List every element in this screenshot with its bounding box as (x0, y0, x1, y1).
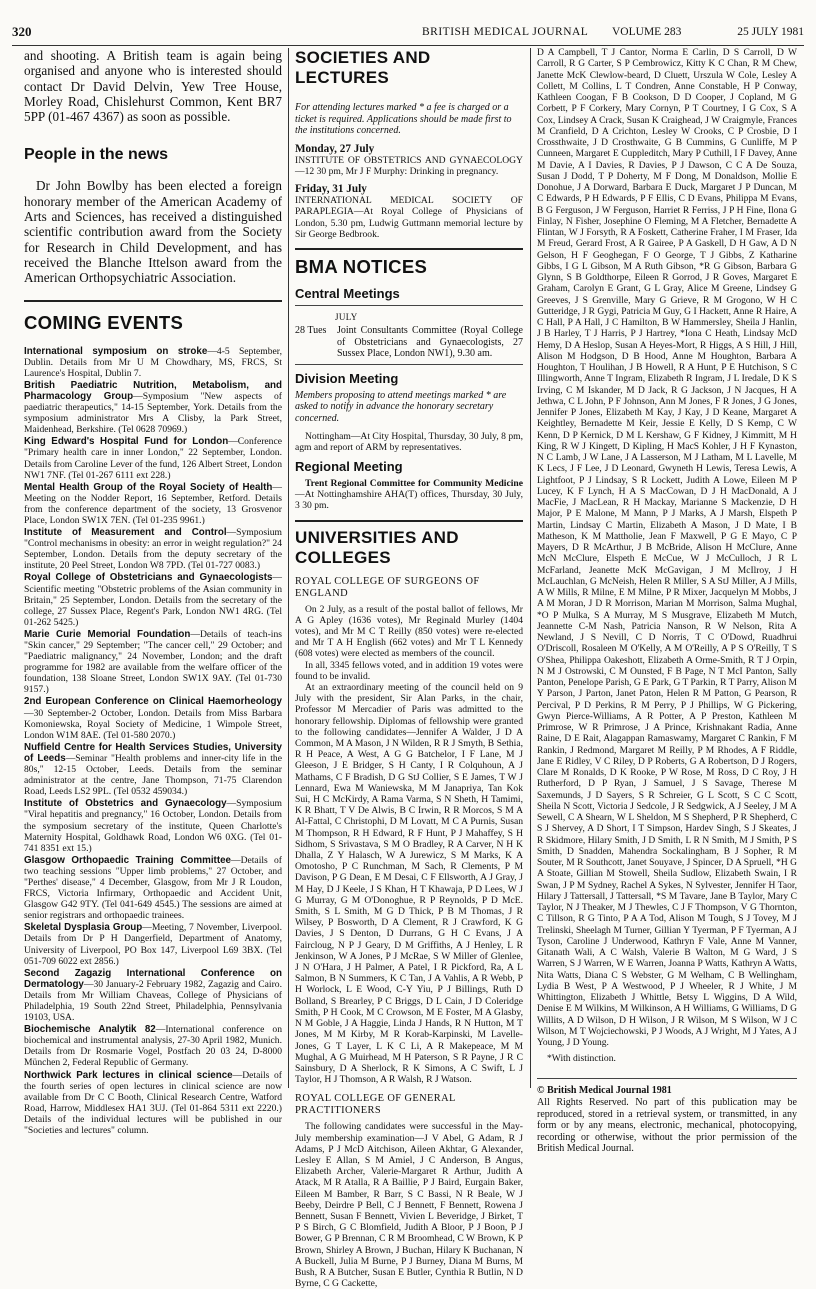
people-heading: People in the news (24, 146, 169, 164)
event-item: International symposium on stroke—4-5 September, Dublin. Details from Mr U M Chowdhary, MS, FRCS, St Laurence's Hospital, Dublin 7. (24, 345, 282, 379)
column-right (537, 48, 797, 1155)
lecture-entry: INSTITUTE OF OBSTETRICS AND GYNAECOLOGY—12 30 pm, Mr J F Murphy: Drinking in pregnancy. (295, 154, 523, 177)
event-item: Biochemische Analytik 82—International conference on biochemical and instrumental analysis, 27-30 April 1982, Munich. Details from Dr Rosmarie Vogel, Postfach 20 03 24, D-8000 München 2, Federal Republic of Germany. (24, 1024, 282, 1069)
division-note: Members proposing to attend meetings marked * are asked to notify in advance the honorary secretary concerned. (295, 389, 507, 424)
issue-date: 25 JULY 1981 (737, 26, 804, 38)
column-middle (295, 48, 523, 1289)
event-item: Northwick Park lectures in clinical science—Details of the fourth series of open lectures in clinical science are now available from Dr C C Booth, Clinical Research Centre, Watford Road, Harrow, Middlesex HA1 3UJ. (Tel 01-864 5311 ext 2220.) Details of the individual lectures will be published in our "Societies and lectures" column. (24, 1069, 282, 1137)
event-item: Glasgow Orthopaedic Training Committee—Details of two teaching sessions "Upper limb problems," 27 October, and "Perthes' disease," 4 December, Glasgow, from Mr J R Loudon, FRCS, Victoria Infirmary, Orthopaedic and Accident Unit, Glasgow G42 9TY. (Tel 041-649 4545.) The sessions are aimed at senior registrars and orthopaedic trainees. (24, 854, 282, 922)
event-item: King Edward's Hospital Fund for London—Conference "Primary health care in inner London," 22 September, London. Details from Caroline Lever of the fund, 126 Albert Street, London NW1 7NF. (Tel 01-267 6111 ext 228.) (24, 436, 282, 481)
event-item: Royal College of Obstetricians and Gynaecologists—Scientific meeting "Obstetric problems of the Asian community in Britain," 25 September, London. Details from the secretary of the college, 27 Sussex Place, Regent's Park, London NW1 4RG. (Tel 01-262 5425.) (24, 572, 282, 628)
rcs-paragraph: In all, 3345 fellows voted, and in addition 19 votes were found to be invalid. (295, 659, 523, 682)
column-divider (288, 48, 289, 1088)
central-meeting-row (295, 325, 523, 360)
event-item: Nuffield Centre for Health Services Studies, University of Leeds—Seminar "Health problems and inner-city life in the 80s," 12-15 October, Leeds. Details from the seminar administrator at the centre, Jane Thompson, 71-75 Clarendon Road, Leeds LS2 9PL. (Tel 0532 459034.) (24, 741, 282, 798)
intro-paragraph: and shooting. A British team is again being organised and anyone who is interested should contact Dr David Delvin, Yew Tree House, Morley Road, Chislehurst Common, Kent BR7 5PP (01-467 4367) as soon as possible. (24, 48, 282, 125)
copyright-notice: All Rights Reserved. No part of this publication may be reproduced, stored in a retrieval system, or transmitted, in any form or by any means, electronic, mechanical, photocopying, recording or otherwise, without the prior permission of the British Medical Journal. (537, 1097, 797, 1155)
universities-heading: UNIVERSITIES AND COLLEGES (295, 527, 459, 567)
column-divider (530, 48, 531, 1088)
journal-title: BRITISH MEDICAL JOURNAL (422, 26, 589, 38)
meeting-date: 28 Tues (295, 325, 327, 336)
rcs-paragraph: On 2 July, as a result of the postal ballot of fellows, Mr A G Apley (1636 votes), Mr Reginald Murley (1404 votes), and Mr M C T Reilly (850 votes) were re-elected and Mr T A H English (662 votes) and Mr T L Kennedy (608 votes) were elected as members of the council. (295, 603, 523, 660)
events-list (24, 346, 282, 1137)
header-rule (12, 45, 804, 46)
table-rule (295, 305, 523, 306)
societies-note: For attending lectures marked * a fee is charged or a ticket is required. Applications should be made first to the institutions concerned. (295, 102, 512, 137)
lecture-entry: INTERNATIONAL MEDICAL SOCIETY OF PARAPLEGIA—At Royal College of Physicians of London, 5.30 pm, Ludwig Guttmann memorial lecture by Sir George Bedbrook. (295, 195, 523, 240)
division-meeting-heading: Division Meeting (295, 370, 399, 386)
event-item: Marie Curie Memorial Foundation—Details of teach-ins "Skin cancer," 29 September; "The cancer cell," 29 October; and "Paediatric malignancy," 24 November, London; and the draft programme for 1982 are available from the welfare officer of the foundation, 138 Sloane Street, London SW1X 9AY. (Tel 01-730 9157.) (24, 628, 282, 696)
month-label: JULY (335, 312, 358, 322)
event-item: Institute of Obstetrics and Gynaecology—Symposium "Viral hepatitis and pregnancy," 16 October, London. Details from the symposium secretary of the institute, Queen Charlotte's Maternity Hospital, Goldhawk Road, London W6 0XG. (Tel 01-741 8351 ext 15.) (24, 798, 282, 854)
regional-meeting-heading: Regional Meeting (295, 458, 403, 474)
copyright-line: © British Medical Journal 1981 (537, 1085, 672, 1097)
page-number: 320 (12, 24, 32, 39)
societies-heading: SOCIETIES AND LECTURES (295, 48, 431, 87)
event-item: 2nd European Conference on Clinical Haemorheology—30 September-2 October, London. Details from Miss Barbara Komoniewska, Royal Society of Medicine, 1 Wimpole Street, London W1M 8AE. (Tel 01-580 2070.) (24, 696, 282, 741)
meeting-text: Joint Consultants Committee (Royal College of Obstetricians and Gynaecologists, 27 Sussex Place, London NW1), 9.30 am. (337, 325, 523, 360)
table-rule (295, 364, 523, 365)
people-paragraph: Dr John Bowlby has been elected a foreign honorary member of the American Academy of Arts and Sciences, has received a distinguished scientific contribution award from the Society for Research in Child Development, and has received the Blanche Ittelson award from the American Orthopsychiatric Association. (24, 178, 282, 286)
column-left (24, 48, 283, 1137)
section-rule (24, 300, 282, 302)
running-header (12, 26, 804, 44)
volume: VOLUME 283 (612, 26, 682, 38)
event-item: British Paediatric Nutrition, Metabolism, and Pharmacology Group—Symposium "New aspects of paediatric therapeutics," 14-15 September, York. Details from the symposium administrator Mrs A Clisby, la Park Street, Maidenhead, Berkshire. (Tel 0628 70969.) (24, 379, 282, 436)
event-item: Mental Health Group of the Royal Society of Health—Meeting on the Nodder Report, 16 September, Retford. Details from the conference department of the society, 13 Grosvenor Place, London SW1X 7EN. (Tel 01-235 9961.) (24, 481, 282, 526)
section-rule (295, 248, 523, 250)
bma-notices-heading: BMA NOTICES (295, 256, 428, 277)
rcgp-heading: ROYAL COLLEGE OF GENERAL PRACTITIONERS (295, 1093, 456, 1117)
rcgp-paragraph: The following candidates were successful in the May-July membership examination—J V Abel, G Adam, R J Adams, P J McD Aitchison, Aileen Akhtar, G Alexander, Lesley E Allan, S M Amiel, J C Anderson, B Angus, Elizabeth Archer, Valerie-Margaret R Arthur, Judith A Atack, M R Atalla, R A Baillie, P J Baird, Eurgain Baker, Eileen M Bamber, R Barr, S C Bassi, N R Beale, W J Beeby, Deirdre P Bell, C J Bennett, F Bennett, Rowena J Bennett, Susan F Bennett, Vivien L Beveridge, J Birket, T P S Birch, G C Blomfield, Judith A Bloor, P J Boon, P J Bower, G P Brennan, C R M Broomhead, C W Brown, K P Brown, Shirley A Brown, J Buchan, Hilary K Buchanan, N A Buckell, Julia M Burne, P J Burney, Diana M Burns, M Bush, R A Butcher, Susan E Butler, Cynthia R Butlin, N D Byrne, C G Cackette, (295, 1121, 523, 1289)
day-heading: Monday, 27 July (295, 142, 375, 155)
day-heading: Friday, 31 July (295, 183, 367, 196)
rcgp-names-list: D A Campbell, T J Cantor, Norma E Carlin, D S Carroll, D W Carroll, R G Carter, S P Cembrowicz, Kitty K C Chan, R M Chew, Janette McK Clewlow-beard, D Cluett, Urszula W Cole, Lesley A Collett, M Collins, L T Condren, Anne Constable, H P Conway, Kathleen Coogan, F B Cookson, D D Cooper, J Copland, M G Corbett, P F Corkery, Mary Cornyn, P T Courtney, I G Cox, S A Cox, Lindsey A Crack, Susan K Craighead, J W Craigmyle, Frances M Cranfield, D A Crichton, Lesley W Crooks, C P Crosbie, D I Crossthwaite, J D Crosthwaite, G B Cummins, G Cunliffe, M P Cunneen, Margaret E Cuppleditch, Mary P Cuthill, I F Davey, Anne M Davie, A I Davies, R Davies, P J Dawson, C C A De Souza, Susan J Dodd, T P Doherty, M F Dong, M Donaldson, Mollie E Donohue, J A Dorward, Barbara E Duck, Margaret J P Duncan, M C Edwards, P H Edwards, P F Ellis, C D Evans, Philippa M Evans, B G Ferguson, J W Ferguson, Harriet R Ferriss, J P H Fine, Ilona G Finlay, N Fisher, Josephine O Fleming, M A Fletcher, Bernadette A Flintan, W J Forsyth, R A Foskett, Catherine Fraher, I M Fraser, Ida M Freud, Gerard Frost, A R Gairee, P A Gaskell, D H Gaw, A D N Gelson, H F Geoghegan, F O George, T J Gibbs, Z Katharine Gibbs, I G L Gibson, M A Ruth Gibson, *R G Gibson, Barbara G Glynn, S B Goldthorpe, Eileen R Gorrod, J R Goves, Margaret E Graham, Carolyn E Grant, G L Gray, Alice M Greene, Lindsey G Greeves, J S Grenville, Mary G Grieve, R M Grogono, W H C Gutteridge, J R Gygi, Patricia M Guy, G I Hackett, Anne R Haire, A C Hall, P A Hall, J C Hamilton, B W Hammersley, Sheila J Hanlin, J B Harley, T J Harris, P J Hartrey, *Iona C Heath, Lindsay McD Hemy, D A Heslop, Susan A Heyes-Mort, R Higgs, A S Hill, J Hill, Alison M Hodgson, D B Hood, Anne M Houghton, Barbara A Houghton, T Houlihan, J B Howell, R A Hunt, P E Hutchison, S C Illingworth, Anne T Ingram, Elizabeth R Ingram, J L Iredale, D K S Irving, C M Iskander, M D Jack, R G Jackson, J N Jacques, H A Jethwa, C L John, P F Johnson, Ann M Jones, F R Jones, J G Jones, Jennifer P Jones, Elizabeth M Kay, J Kay, J D Keane, Margaret A Keightley, Bernadette M Keir, Jessie E Kelly, D S Kemp, C W Kenn, D P Kernick, D M L Kershaw, G F Kidney, J Kimmitt, M H King, R W J Kingett, D Kipling, H MacS Kohler, J H F Kynaston, N C Lamb, J W Lane, J A Lasserson, M J Latham, M L Lavelle, M K Lecs, J F Lee, J D Leonard, Gwyneth H Lewis, Teresa Lewis, A Lightfoot, P J Lindsay, S R Lockett, Judith A Lowe, Eileen M P Lucey, K F Lynch, H A S MacCowan, D J H MacDonald, A J MacFie, J MacLean, R H Mackay, Marianne S Mackenzie, D H Major, P E Malone, M Mann, P J Marks, A J Marsh, Elspeth P Martin, Lindsay C Martin, Elizabeth A Mason, J D Mate, I B Matheson, K M Mattholie, Jean F Maxwell, P G E Mayo, C P Mayers, D R McArthur, J B McBride, Alison H McClure, Anne McN McClure, Elspeth E McCue, W J McCulloch, J R L McFarland, Jeanette McK McGavigan, J M McIlroy, J H McLauchlan, G McNeish, Helen R Miller, S A StJ Miller, A J Mills, A W Mills, R Milne, E M Milne, P R Mixer, Jacquelyn M Mobbs, J A M Moran, J D R Morrison, Marian M Morrison, Salma Mughal, *O P Mulka, S A Murray, M S Musgrave, Elizabeth M Mutch, Jeannette C-M Nash, Patricia Nanson, R W Nelson, Rita A Newland, J S Nevill, C D Norris, T C O'Dowd, Ruadhrui O'Driscoll, Rosaleen M O'Kelly, A M O'Reilly, A P S O'Reilly, T S O'Shea, Philippa Oakeshott, Elizabeth A Orme-Smith, R T J Orpin, N M J Ostrowski, C M Ounsted, F B Page, N T McI Panton, Sally Panton, Penelope Parish, G E Park, G T Parkin, R T Parry, Alison M Y Parson, J Parton, Janet Paton, Helen R M Patton, G Pearson, R Percival, P D Perkins, R M Perry, P J Phillips, W G Pickering, Gwyn Pierce-Williams, A R Potter, A P Preston, Kathleen M Primrose, W R Primrose, J A Prince, Krishnakant Radia, Anne Raine, D E Rait, Alagappan Ramaswamy, Margaret C Rankin, F M Rankin, J Redmond, Margaret M Reilly, P M Rhodes, A F Riddle, Jane E Ridley, V C Riley, D P Roberts, G A Robertson, D J Rogers, Clare M Ronalds, D K Rooke, P W Rose, M Ross, D C Roy, J H Rutherford, D P Ryan, J Samuel, J S Savage, Therese M Saxemunds, J D Sayers, S R Schreier, G L Scott, S C C Scott, Sheila N Scott, Victoria J Sedcole, J R Sedgwick, A J Seeley, J M A Sewell, C A Shearn, W L Sheldon, M S Shepherd, P R Shepherd, C S J Shervey, A D Short, I T Simpson, Hardev Singh, S J Skeates, J R Skidmore, Hilary Smith, J D Smith, L R N Smith, M J Smith, P S Smith, D Snadden, Mahendra Sockalingham, B J Sopher, R M Souter, M R Southcott, Janet Souyave, J Spincer, D A Spruell, *H G A Stoate, Gillian M Stowell, Sheila Sudlow, Elizabeth Swain, I R Swan, J P M Sydney, Rachel A Sykes, N Sylvester, Jennifer H Taor, Hilary J Tattersall, J Tattersall, *S M Tavare, Jane B Taylor, Mary C Taylor, N J Theaker, M J Thewles, C J F Thompson, V G Thornton, C Tillson, R G Tinto, P A A Tod, Alison M Tough, S J Tovey, M J Trelinski, Sheelagh M Turner, Gillian Y Tyerman, P F Tyerman, A J Tyson, Caroline J Underwood, Kathryn F Vale, Anne M Vanner, Gitanath Wali, A C Walsh, Valerie B Walton, M G Ward, J S Warren, S J Warren, W E Warren, Joanna P Watts, Kathryn A Watts, Nita Watts, Diana C S Webster, G M Welham, C B Wellingham, Lydia B West, P A Westwood, P J Wheeler, R J White, J M Whittington, Elizabeth J Whittle, Betsy L Wiggins, D A Wild, Denise E M Wilkins, M Wilkinson, A H Williams, G Williams, D G Willits, A D Wilson, D H Wilson, J R Wilson, M S Wilson, W J C Wilson, M T Wojciechowski, P J Woods, A J Wright, M J Yates, A J Young, J D Young. (537, 48, 797, 1048)
rcs-paragraph: At an extraordinary meeting of the council held on 9 July with the president, Sir Alan Parks, in the chair, Professor M Mercadier of Paris was admitted to the honorary fellowship. Diplomas of fellowship were granted to the following candidates—Jennifer A Walder, J D A Common, M A Mason, J N Wilden, R R J Smyth, B Sethia, R H Peace, A West, A G G Batchelor, I F Lane, M J Gleeson, J E Bridger, S H Canty, I R Colquhoun, A J Mathams, C F Bradish, D G StJ Collier, S E James, T W J Lennard, Ewa M Waniewska, M M Janapriya, Tan Kok Sui, H C McKirdy, A Rama Varma, S N Sheth, H Tamimi, K R Bhatt, T V De Alwis, B C Irwin, R R Morcos, S M A Al-Fattal, C Christophi, D M Lovatt, M C A Purnis, Susan M Thompson, R H Edward, R F Hunt, P J Mahaffey, S H Sidhom, S Srivastava, S M O Bradley, R A Carver, N H K Dhalla, Z Y Halasch, W A Jurewicz, S M Marks, K A Omotosho, P C Runchman, M Sach, R Clements, P M Davison, P G Dean, E M Desai, C F Ellsworth, A J Gray, J M Hay, D J Keele, J S Khan, H T Khawaja, P D Lees, W J G Murray, G M O'Donoghue, R P Reynolds, P D McE. Smith, S L Smith, M G D Thick, P B M Thomas, J R Wilsey, P Bosworth, D A Clement, R J Crawford, K G Davies, J S Denton, D Durrans, G H C Evans, J A Faircloug, N P J Geary, D M Griffiths, A J Henley, L R Jenkinson, W A Jones, P J McRae, S W Miller of Glenlee, J N O'Hara, J H Palmer, A Patel, I R Pickford, Ra, A L Salmon, B N Summers, K C Tan, J A Vahlis, A R Webb, P H Worlock, L E Wood, C-Y Yiu, P J Billings, Ruth D Bolland, S Brearley, P C Briggs, D L Cain, J D Coleridge Smith, P H Cook, M C Crowson, M E Foster, M A Glasby, N M Goble, J A Haggie, Linda J Hands, R N Hutton, M T Jones, M M Kirby, M R Korab-Karpinski, M Lavelle-Jones, G T Layer, L K C Li, A R Makepeace, M M Mughal, A G Muirhead, M H Paterson, S R Payne, J R C Sainsbury, D A Sherlock, R K Simons, A C Swift, L J Taylor, H J Thomson, A R Walsh, R J Watson. (295, 682, 523, 1086)
event-item: Institute of Measurement and Control—Symposium "Control mechanisms in obesity: an error in weight regulation?" 24 September, London. Details from the deputy secretary of the institute, 20 Peel Street, London W8 7PD. (Tel 01-727 0083.) (24, 527, 283, 572)
central-meetings-heading: Central Meetings (295, 286, 400, 301)
regional-entry: Trent Regional Committee for Community Medicine—At Nottinghamshire AHA(T) offices, Thursday, 30 July, 3 30 pm. (295, 477, 523, 512)
copyright-rule (537, 1078, 797, 1079)
coming-events-heading: COMING EVENTS (24, 311, 184, 333)
event-item: Second Zagazig International Conference on Dermatology—30 January-2 February 1982, Zagazig and Cairo. Details from Mr William Chaveas, College of Physicians of Philadelphia, 19 South 22nd Street, Philadelphia, Pennsylvania 19103, USA. (24, 967, 282, 1024)
footnote: *With distinction. (547, 1053, 616, 1065)
section-rule (295, 520, 523, 522)
event-item: Skeletal Dysplasia Group—Meeting, 7 November, Liverpool. Details from Dr P H Dangerfield, Department of Anatomy, University of Liverpool, PO Box 147, Liverpool L69 3BX. (Tel 051-709 6022 ext 2856.) (24, 922, 282, 967)
rcs-heading: ROYAL COLLEGE OF SURGEONS OF ENGLAND (295, 575, 480, 599)
division-entry: Nottingham—At City Hospital, Thursday, 30 July, 8 pm, agm and report of ARM by representatives. (295, 430, 523, 453)
